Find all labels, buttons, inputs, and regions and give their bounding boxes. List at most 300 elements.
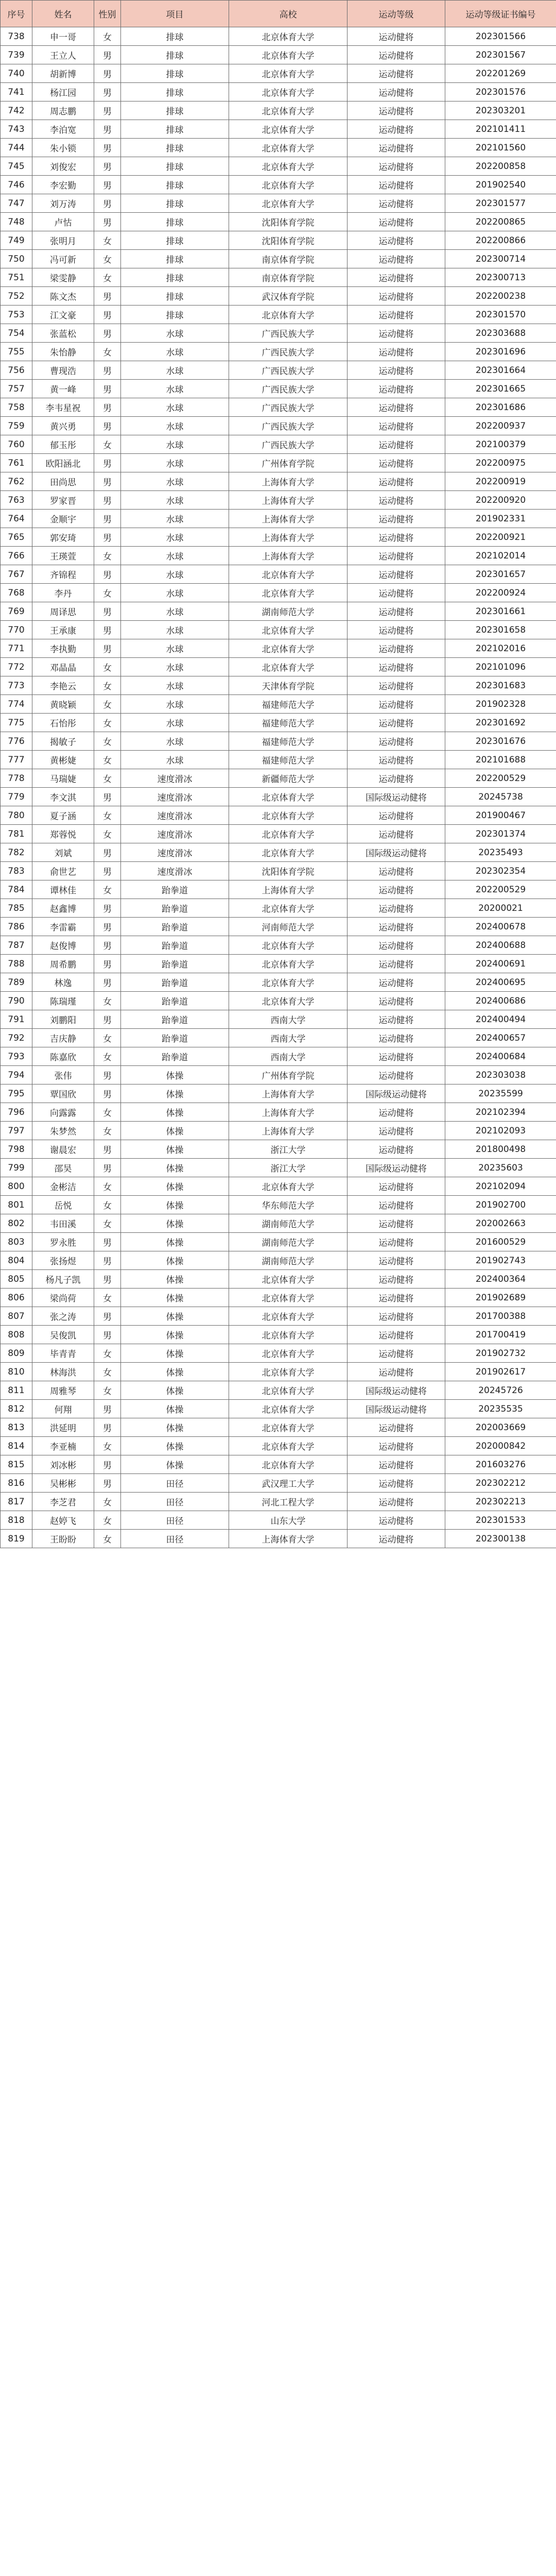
cell-event: 排球 [121, 194, 229, 213]
cell-certificate-no: 201900467 [445, 806, 556, 825]
cell-name: 江文豪 [32, 306, 94, 324]
cell-sport-grade: 运动健将 [348, 1103, 445, 1122]
cell-certificate-no: 202301566 [445, 27, 556, 46]
cell-gender: 男 [94, 973, 121, 992]
cell-event: 体操 [121, 1196, 229, 1214]
cell-certificate-no: 201902331 [445, 510, 556, 528]
cell-gender: 女 [94, 343, 121, 361]
cell-university: 浙江大学 [229, 1140, 348, 1159]
cell-gender: 男 [94, 639, 121, 658]
cell-name: 陈文杰 [32, 287, 94, 306]
cell-serial-no: 785 [1, 899, 32, 918]
cell-sport-grade: 运动健将 [348, 1511, 445, 1530]
cell-event: 体操 [121, 1140, 229, 1159]
cell-gender: 女 [94, 584, 121, 602]
cell-certificate-no: 20235599 [445, 1084, 556, 1103]
table-header [1, 1, 556, 27]
cell-event: 体操 [121, 1251, 229, 1270]
cell-gender: 女 [94, 231, 121, 250]
table-row [1, 695, 556, 714]
cell-gender: 男 [94, 101, 121, 120]
cell-certificate-no: 201902689 [445, 1289, 556, 1307]
cell-event: 体操 [121, 1270, 229, 1289]
cell-event: 体操 [121, 1103, 229, 1122]
cell-sport-grade: 运动健将 [348, 565, 445, 584]
cell-event: 水球 [121, 621, 229, 639]
table-body [1, 27, 556, 1548]
table-row [1, 955, 556, 973]
cell-gender: 男 [94, 1418, 121, 1437]
cell-event: 体操 [121, 1177, 229, 1196]
cell-event: 水球 [121, 602, 229, 621]
cell-name: 李泊宽 [32, 120, 94, 139]
cell-serial-no: 754 [1, 324, 32, 343]
cell-sport-grade: 运动健将 [348, 213, 445, 231]
table-row [1, 417, 556, 435]
table-row [1, 64, 556, 83]
table-row [1, 1363, 556, 1381]
cell-serial-no: 769 [1, 602, 32, 621]
cell-university: 北京体育大学 [229, 955, 348, 973]
cell-gender: 男 [94, 1251, 121, 1270]
cell-university: 上海体育大学 [229, 1084, 348, 1103]
cell-certificate-no: 202301692 [445, 714, 556, 732]
cell-serial-no: 750 [1, 250, 32, 268]
cell-event: 水球 [121, 695, 229, 714]
cell-serial-no: 761 [1, 454, 32, 472]
cell-university: 北京体育大学 [229, 825, 348, 843]
cell-sport-grade: 运动健将 [348, 528, 445, 547]
cell-sport-grade: 运动健将 [348, 176, 445, 194]
cell-university: 华东师范大学 [229, 1196, 348, 1214]
cell-university: 北京体育大学 [229, 1437, 348, 1455]
table-row [1, 843, 556, 862]
cell-name: 黄彬婕 [32, 751, 94, 769]
cell-university: 上海体育大学 [229, 491, 348, 510]
cell-gender: 男 [94, 157, 121, 176]
cell-gender: 男 [94, 788, 121, 806]
cell-gender: 男 [94, 918, 121, 936]
cell-sport-grade: 运动健将 [348, 899, 445, 918]
cell-serial-no: 802 [1, 1214, 32, 1233]
cell-event: 田径 [121, 1493, 229, 1511]
cell-sport-grade: 运动健将 [348, 862, 445, 880]
cell-name: 郁玉彤 [32, 435, 94, 454]
table-row [1, 101, 556, 120]
cell-name: 李韦星祝 [32, 398, 94, 417]
cell-gender: 男 [94, 843, 121, 862]
table-row [1, 621, 556, 639]
table-row [1, 973, 556, 992]
cell-name: 卢怙 [32, 213, 94, 231]
table-row [1, 806, 556, 825]
cell-sport-grade: 运动健将 [348, 992, 445, 1010]
cell-sport-grade: 运动健将 [348, 250, 445, 268]
cell-gender: 男 [94, 380, 121, 398]
cell-sport-grade: 运动健将 [348, 472, 445, 491]
cell-gender: 女 [94, 714, 121, 732]
cell-university: 北京体育大学 [229, 1400, 348, 1418]
cell-event: 体操 [121, 1159, 229, 1177]
cell-university: 沈阳体育学院 [229, 213, 348, 231]
cell-event: 水球 [121, 565, 229, 584]
cell-event: 体操 [121, 1066, 229, 1084]
cell-university: 北京体育大学 [229, 120, 348, 139]
cell-name: 曹现浩 [32, 361, 94, 380]
cell-certificate-no: 202302212 [445, 1474, 556, 1493]
cell-university: 北京体育大学 [229, 843, 348, 862]
cell-serial-no: 791 [1, 1010, 32, 1029]
cell-name: 齐锦程 [32, 565, 94, 584]
cell-serial-no: 771 [1, 639, 32, 658]
cell-certificate-no: 202301661 [445, 602, 556, 621]
cell-serial-no: 776 [1, 732, 32, 751]
cell-event: 速度滑冰 [121, 843, 229, 862]
cell-event: 水球 [121, 324, 229, 343]
table-row [1, 231, 556, 250]
cell-certificate-no: 20235535 [445, 1400, 556, 1418]
cell-name: 王承康 [32, 621, 94, 639]
cell-gender: 男 [94, 176, 121, 194]
cell-certificate-no: 202303688 [445, 324, 556, 343]
cell-serial-no: 775 [1, 714, 32, 732]
table-row [1, 547, 556, 565]
cell-sport-grade: 运动健将 [348, 64, 445, 83]
cell-name: 李亚楠 [32, 1437, 94, 1455]
cell-university: 河南师范大学 [229, 918, 348, 936]
cell-university: 北京体育大学 [229, 1363, 348, 1381]
cell-name: 金彬洁 [32, 1177, 94, 1196]
table-row [1, 1159, 556, 1177]
cell-university: 北京体育大学 [229, 973, 348, 992]
cell-sport-grade: 运动健将 [348, 1251, 445, 1270]
cell-serial-no: 764 [1, 510, 32, 528]
cell-event: 水球 [121, 510, 229, 528]
cell-certificate-no: 202101688 [445, 751, 556, 769]
cell-serial-no: 741 [1, 83, 32, 101]
cell-certificate-no: 202102014 [445, 547, 556, 565]
cell-gender: 女 [94, 880, 121, 899]
cell-event: 体操 [121, 1307, 229, 1326]
cell-serial-no: 745 [1, 157, 32, 176]
cell-gender: 男 [94, 862, 121, 880]
cell-sport-grade: 国际级运动健将 [348, 1084, 445, 1103]
cell-event: 排球 [121, 27, 229, 46]
table-row [1, 139, 556, 157]
cell-university: 西南大学 [229, 1010, 348, 1029]
cell-sport-grade: 运动健将 [348, 324, 445, 343]
cell-university: 北京体育大学 [229, 1270, 348, 1289]
cell-sport-grade: 运动健将 [348, 1029, 445, 1047]
cell-name: 赵鑫博 [32, 899, 94, 918]
cell-gender: 女 [94, 268, 121, 287]
table-row [1, 1530, 556, 1548]
cell-certificate-no: 202302213 [445, 1493, 556, 1511]
cell-serial-no: 779 [1, 788, 32, 806]
cell-event: 田径 [121, 1530, 229, 1548]
table-row [1, 306, 556, 324]
cell-serial-no: 818 [1, 1511, 32, 1530]
cell-certificate-no: 202301676 [445, 732, 556, 751]
cell-sport-grade: 运动健将 [348, 1455, 445, 1474]
cell-certificate-no: 202301577 [445, 194, 556, 213]
cell-certificate-no: 202301533 [445, 1511, 556, 1530]
cell-event: 体操 [121, 1344, 229, 1363]
cell-university: 广州体育学院 [229, 454, 348, 472]
cell-name: 刘斌 [32, 843, 94, 862]
cell-event: 跆拳道 [121, 992, 229, 1010]
cell-name: 冯可新 [32, 250, 94, 268]
cell-serial-no: 744 [1, 139, 32, 157]
cell-sport-grade: 运动健将 [348, 83, 445, 101]
cell-university: 福建师范大学 [229, 695, 348, 714]
cell-name: 俞世艺 [32, 862, 94, 880]
cell-event: 水球 [121, 658, 229, 676]
cell-name: 梁尚荷 [32, 1289, 94, 1307]
cell-name: 杨凡子凯 [32, 1270, 94, 1289]
cell-event: 田径 [121, 1474, 229, 1493]
cell-event: 排球 [121, 101, 229, 120]
cell-serial-no: 804 [1, 1251, 32, 1270]
cell-serial-no: 812 [1, 1400, 32, 1418]
cell-serial-no: 751 [1, 268, 32, 287]
cell-name: 胡新博 [32, 64, 94, 83]
cell-university: 广西民族大学 [229, 361, 348, 380]
table-row [1, 398, 556, 417]
cell-university: 上海体育大学 [229, 1103, 348, 1122]
cell-sport-grade: 运动健将 [348, 1122, 445, 1140]
cell-serial-no: 767 [1, 565, 32, 584]
cell-university: 北京体育大学 [229, 64, 348, 83]
cell-gender: 女 [94, 1437, 121, 1455]
cell-certificate-no: 202301567 [445, 46, 556, 64]
cell-gender: 女 [94, 547, 121, 565]
cell-sport-grade: 运动健将 [348, 676, 445, 695]
cell-certificate-no: 201902732 [445, 1344, 556, 1363]
cell-gender: 女 [94, 695, 121, 714]
cell-name: 张之涛 [32, 1307, 94, 1326]
cell-event: 水球 [121, 676, 229, 695]
cell-certificate-no: 202200866 [445, 231, 556, 250]
cell-serial-no: 789 [1, 973, 32, 992]
cell-certificate-no: 201902540 [445, 176, 556, 194]
cell-university: 北京体育大学 [229, 565, 348, 584]
cell-gender: 男 [94, 46, 121, 64]
cell-university: 北京体育大学 [229, 639, 348, 658]
cell-university: 北京体育大学 [229, 936, 348, 955]
cell-serial-no: 796 [1, 1103, 32, 1122]
cell-university: 西南大学 [229, 1047, 348, 1066]
cell-event: 排球 [121, 120, 229, 139]
cell-event: 体操 [121, 1381, 229, 1400]
cell-serial-no: 743 [1, 120, 32, 139]
cell-certificate-no: 202301576 [445, 83, 556, 101]
cell-gender: 男 [94, 1066, 121, 1084]
cell-sport-grade: 运动健将 [348, 769, 445, 788]
cell-sport-grade: 运动健将 [348, 936, 445, 955]
cell-sport-grade: 运动健将 [348, 584, 445, 602]
cell-name: 欧阳涵北 [32, 454, 94, 472]
cell-gender: 女 [94, 676, 121, 695]
table-row [1, 120, 556, 139]
table-row [1, 194, 556, 213]
cell-gender: 男 [94, 472, 121, 491]
cell-sport-grade: 运动健将 [348, 417, 445, 435]
cell-gender: 女 [94, 1103, 121, 1122]
table-row [1, 1047, 556, 1066]
cell-event: 水球 [121, 547, 229, 565]
cell-sport-grade: 运动健将 [348, 1233, 445, 1251]
cell-sport-grade: 运动健将 [348, 1363, 445, 1381]
cell-name: 夏子涵 [32, 806, 94, 825]
header-university: 高校 [229, 1, 348, 27]
cell-serial-no: 768 [1, 584, 32, 602]
table-row [1, 658, 556, 676]
cell-name: 李芝君 [32, 1493, 94, 1511]
table-row [1, 491, 556, 510]
cell-event: 跆拳道 [121, 1029, 229, 1047]
cell-event: 体操 [121, 1289, 229, 1307]
cell-name: 周希鹏 [32, 955, 94, 973]
cell-certificate-no: 201700388 [445, 1307, 556, 1326]
cell-name: 向露露 [32, 1103, 94, 1122]
cell-certificate-no: 202301657 [445, 565, 556, 584]
cell-certificate-no: 202200529 [445, 769, 556, 788]
cell-certificate-no: 202102394 [445, 1103, 556, 1122]
table-row [1, 1474, 556, 1493]
cell-name: 李艳云 [32, 676, 94, 695]
table-row [1, 510, 556, 528]
cell-certificate-no: 202200924 [445, 584, 556, 602]
cell-serial-no: 817 [1, 1493, 32, 1511]
table-row [1, 918, 556, 936]
cell-serial-no: 770 [1, 621, 32, 639]
cell-serial-no: 766 [1, 547, 32, 565]
cell-name: 刘冰彬 [32, 1455, 94, 1474]
cell-university: 北京体育大学 [229, 27, 348, 46]
cell-university: 北京体育大学 [229, 621, 348, 639]
cell-gender: 女 [94, 1530, 121, 1548]
cell-gender: 女 [94, 1029, 121, 1047]
cell-serial-no: 774 [1, 695, 32, 714]
cell-name: 张扬煜 [32, 1251, 94, 1270]
table-row [1, 213, 556, 231]
cell-name: 毕青青 [32, 1344, 94, 1363]
table-row [1, 287, 556, 306]
cell-event: 水球 [121, 472, 229, 491]
cell-sport-grade: 运动健将 [348, 1289, 445, 1307]
cell-university: 北京体育大学 [229, 157, 348, 176]
cell-serial-no: 782 [1, 843, 32, 862]
cell-certificate-no: 202301665 [445, 380, 556, 398]
cell-gender: 男 [94, 899, 121, 918]
table-row [1, 602, 556, 621]
cell-sport-grade: 运动健将 [348, 1418, 445, 1437]
cell-sport-grade: 运动健将 [348, 714, 445, 732]
cell-certificate-no: 202400364 [445, 1270, 556, 1289]
cell-name: 周志鹏 [32, 101, 94, 120]
cell-certificate-no: 202003669 [445, 1418, 556, 1437]
cell-sport-grade: 运动健将 [348, 1344, 445, 1363]
table-row [1, 1418, 556, 1437]
cell-university: 南京体育学院 [229, 250, 348, 268]
cell-university: 北京体育大学 [229, 1307, 348, 1326]
cell-university: 上海体育大学 [229, 472, 348, 491]
cell-certificate-no: 202002663 [445, 1214, 556, 1233]
cell-certificate-no: 201800498 [445, 1140, 556, 1159]
cell-certificate-no: 202000842 [445, 1437, 556, 1455]
table-row [1, 27, 556, 46]
cell-gender: 男 [94, 398, 121, 417]
cell-serial-no: 814 [1, 1437, 32, 1455]
cell-event: 水球 [121, 491, 229, 510]
cell-certificate-no: 202300138 [445, 1530, 556, 1548]
cell-certificate-no: 202400657 [445, 1029, 556, 1047]
cell-serial-no: 781 [1, 825, 32, 843]
table-row [1, 268, 556, 287]
cell-sport-grade: 运动健将 [348, 361, 445, 380]
cell-certificate-no: 202301683 [445, 676, 556, 695]
cell-sport-grade: 运动健将 [348, 454, 445, 472]
cell-certificate-no: 202100379 [445, 435, 556, 454]
cell-event: 排球 [121, 176, 229, 194]
table-row [1, 1400, 556, 1418]
cell-university: 北京体育大学 [229, 306, 348, 324]
table-row [1, 899, 556, 918]
table-row [1, 788, 556, 806]
cell-event: 排球 [121, 250, 229, 268]
cell-university: 北京体育大学 [229, 1455, 348, 1474]
cell-serial-no: 778 [1, 769, 32, 788]
cell-university: 广州体育学院 [229, 1066, 348, 1084]
cell-gender: 男 [94, 1400, 121, 1418]
cell-university: 上海体育大学 [229, 1122, 348, 1140]
cell-certificate-no: 202301374 [445, 825, 556, 843]
cell-serial-no: 805 [1, 1270, 32, 1289]
cell-serial-no: 780 [1, 806, 32, 825]
cell-name: 朱怡静 [32, 343, 94, 361]
cell-serial-no: 801 [1, 1196, 32, 1214]
cell-event: 田径 [121, 1511, 229, 1530]
header-certificate-no: 运动等级证书编号 [445, 1, 556, 27]
cell-event: 水球 [121, 435, 229, 454]
cell-serial-no: 758 [1, 398, 32, 417]
cell-university: 上海体育大学 [229, 880, 348, 899]
cell-gender: 女 [94, 435, 121, 454]
cell-sport-grade: 运动健将 [348, 343, 445, 361]
cell-gender: 男 [94, 1084, 121, 1103]
cell-name: 赵婷飞 [32, 1511, 94, 1530]
table-row [1, 1344, 556, 1363]
cell-certificate-no: 202303038 [445, 1066, 556, 1084]
table-row [1, 46, 556, 64]
cell-name: 李执勤 [32, 639, 94, 658]
table-row [1, 1511, 556, 1530]
cell-gender: 男 [94, 510, 121, 528]
cell-name: 李雷霸 [32, 918, 94, 936]
header-event: 项目 [121, 1, 229, 27]
cell-name: 王立人 [32, 46, 94, 64]
cell-sport-grade: 运动健将 [348, 658, 445, 676]
cell-serial-no: 739 [1, 46, 32, 64]
cell-university: 福建师范大学 [229, 751, 348, 769]
table-row [1, 1196, 556, 1214]
table-row [1, 1122, 556, 1140]
cell-name: 朱梦然 [32, 1122, 94, 1140]
cell-university: 北京体育大学 [229, 806, 348, 825]
cell-gender: 女 [94, 1511, 121, 1530]
cell-serial-no: 799 [1, 1159, 32, 1177]
